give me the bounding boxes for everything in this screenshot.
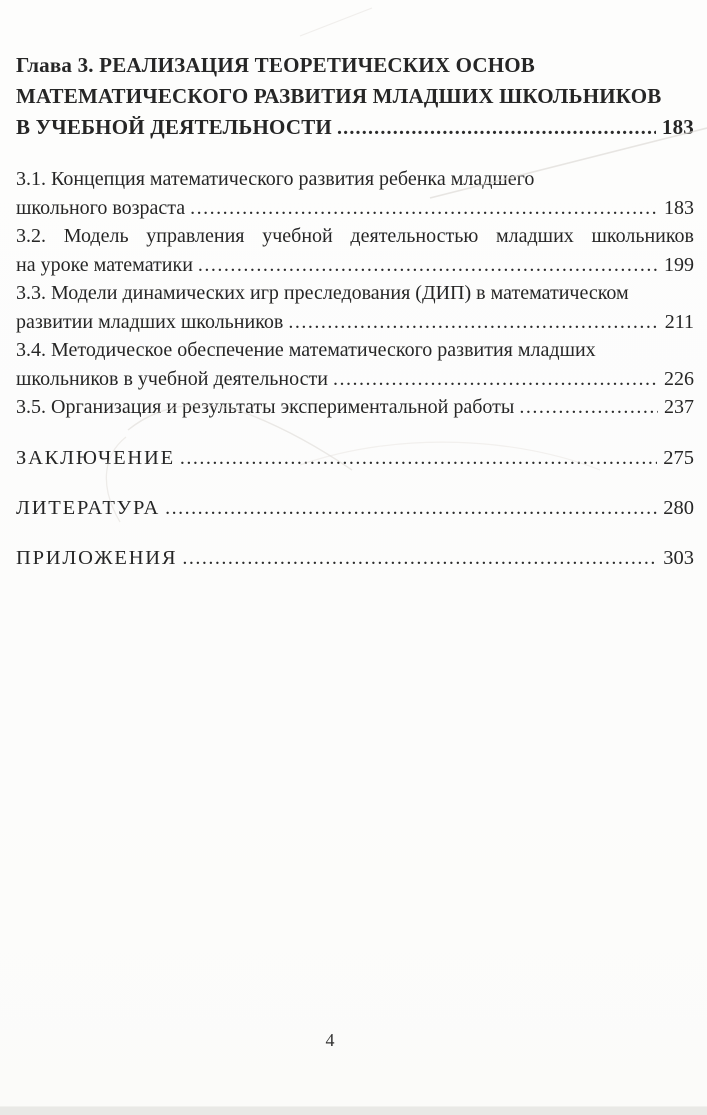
chapter-heading-line2: МАТЕМАТИЧЕСКОГО РАЗВИТИЯ МЛАДШИХ ШКОЛЬНИКОВ (16, 84, 662, 108)
toc-entry-3-3 (16, 279, 694, 336)
toc-entry-3-1 (16, 165, 694, 222)
dot-leader (198, 251, 658, 280)
toc-entry-leader-row (16, 194, 694, 223)
toc-entry-text: ЗАКЛЮЧЕНИЕ (16, 446, 175, 469)
toc-entry-3-2 (16, 222, 694, 279)
toc-entry-text-continued: развитии младших школьников (16, 310, 284, 333)
dot-leader (288, 308, 658, 337)
scan-bottom-edge (0, 1106, 707, 1115)
toc-entry-3-4 (16, 336, 694, 393)
toc-entry-text-continued: на уроке математики (16, 253, 193, 276)
dot-leader (337, 112, 656, 144)
toc-entry-literature (16, 494, 694, 522)
toc-page-number: 303 (663, 546, 694, 569)
toc-entry-appendices (16, 544, 694, 572)
dot-leader (180, 444, 657, 472)
dot-leader (333, 365, 658, 394)
toc-entry-text: ПРИЛОЖЕНИЯ (16, 546, 178, 569)
toc-entry-text: 3.4. Методическое обеспечение математического развития младших (16, 339, 596, 361)
toc-page-number: 226 (664, 367, 694, 390)
toc-page-number: 211 (664, 310, 694, 333)
chapter-page-number: 183 (661, 115, 694, 139)
toc-entry-leader-row (16, 308, 694, 337)
toc-entry-text: 3.5. Организация и результаты экспериментальной работы (16, 396, 515, 418)
toc-entry-text: 3.2. Модель управления учебной деятельностью младших школьников (16, 225, 694, 247)
dot-leader (519, 393, 658, 422)
toc-page-number: 199 (664, 253, 694, 276)
toc-entry-text-continued: школьников в учебной деятельности (16, 367, 328, 390)
chapter-heading-leader-row (16, 112, 694, 144)
toc-page-number: 183 (664, 196, 694, 219)
dot-leader (182, 544, 657, 572)
toc-entries (16, 165, 694, 422)
toc-entry-leader-row (16, 251, 694, 280)
dot-leader (190, 194, 658, 223)
toc-entry-leader-row (16, 393, 694, 422)
toc-back-matter (16, 444, 694, 572)
toc-entry-conclusion (16, 444, 694, 472)
chapter-heading (16, 50, 694, 144)
chapter-heading-line1: Глава 3. РЕАЛИЗАЦИЯ ТЕОРЕТИЧЕСКИХ ОСНОВ (16, 53, 535, 77)
toc-entry-leader-row (16, 365, 694, 394)
toc-page-number: 280 (663, 496, 694, 519)
toc-entry-text: ЛИТЕРАТУРА (16, 496, 161, 519)
toc-page-number: 237 (664, 396, 694, 418)
toc-content (16, 50, 694, 572)
folio-page-number: 4 (325, 1030, 335, 1050)
toc-entry-text: 3.3. Модели динамических игр преследования (ДИП) в математическом (16, 282, 629, 304)
toc-entry-text: 3.1. Концепция математического развития ребенка младшего (16, 168, 535, 190)
toc-entry-3-5 (16, 393, 694, 422)
toc-entry-text-continued: школьного возраста (16, 196, 186, 219)
chapter-heading-line3: В УЧЕБНОЙ ДЕЯТЕЛЬНОСТИ (16, 115, 332, 139)
toc-page-number: 275 (663, 446, 694, 469)
dot-leader (165, 494, 657, 522)
